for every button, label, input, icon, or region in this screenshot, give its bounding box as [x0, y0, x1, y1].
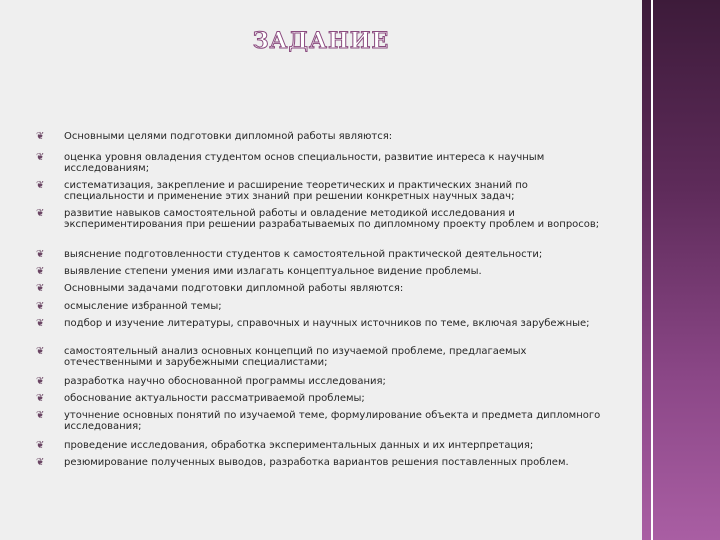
list-item-text: осмысление избранной темы; — [64, 301, 222, 312]
fleuron-icon: ❦ — [36, 180, 45, 191]
decorative-side-bar — [642, 0, 720, 540]
list-item-text: выявление степени умения ими излагать концептуальное видение проблемы. — [64, 266, 482, 277]
fleuron-icon: ❦ — [36, 301, 45, 312]
list-item-text: подбор и изучение литературы, справочных и научных источников по теме, включая зарубежные; — [64, 318, 590, 329]
list-item-text: Основными задачами подготовки дипломной работы являются: — [64, 283, 404, 294]
fleuron-icon: ❦ — [36, 346, 45, 357]
fleuron-icon: ❦ — [36, 440, 45, 451]
fleuron-icon: ❦ — [36, 393, 45, 404]
list-item-text: выяснение подготовленности студентов к самостоятельной практической деятельности; — [64, 249, 543, 260]
list-item-text: разработка научно обоснованной программы исследования; — [64, 376, 386, 387]
list-item-text: проведение исследования, обработка экспериментальных данных и их интерпретация; — [64, 440, 534, 451]
fleuron-icon: ❦ — [36, 152, 45, 163]
fleuron-icon: ❦ — [36, 283, 45, 294]
decorative-side-line — [651, 0, 653, 540]
fleuron-icon: ❦ — [36, 266, 45, 277]
list-item-text: уточнение основных понятий по изучаемой теме, формулирование объекта и предмета дипломного исследования; — [64, 410, 601, 432]
fleuron-icon: ❦ — [36, 410, 45, 421]
list-item-text: систематизация, закрепление и расширение теоретических и практических знаний по специальности и применение этих знаний при решении конкретных научных задач; — [64, 180, 528, 202]
list-item-text: самостоятельный анализ основных концепций по изучаемой проблеме, предлагаемых отечественными и зарубежными специалистами; — [64, 346, 527, 368]
fleuron-icon: ❦ — [36, 318, 45, 329]
list-item-text: обоснование актуальности рассматриваемой проблемы; — [64, 393, 365, 404]
fleuron-icon: ❦ — [36, 249, 45, 260]
fleuron-icon: ❦ — [36, 208, 45, 219]
slide-title: ЗАДАНИЕ — [252, 28, 390, 54]
fleuron-icon: ❦ — [36, 131, 45, 142]
list-item-text: резюмирование полученных выводов, разработка вариантов решения поставленных проблем. — [64, 457, 569, 468]
list-item-text: оценка уровня овладения студентом основ специальности, развитие интереса к научным исследованиям; — [64, 152, 545, 174]
fleuron-icon: ❦ — [36, 376, 45, 387]
fleuron-icon: ❦ — [36, 457, 45, 468]
list-item-text: Основными целями подготовки дипломной работы являются: — [64, 131, 393, 142]
list-item-text: развитие навыков самостоятельной работы и овладение методикой исследования и экспериментирования при решении разрабатываемых по дипломному проекту проблем и вопросов; — [64, 208, 600, 230]
